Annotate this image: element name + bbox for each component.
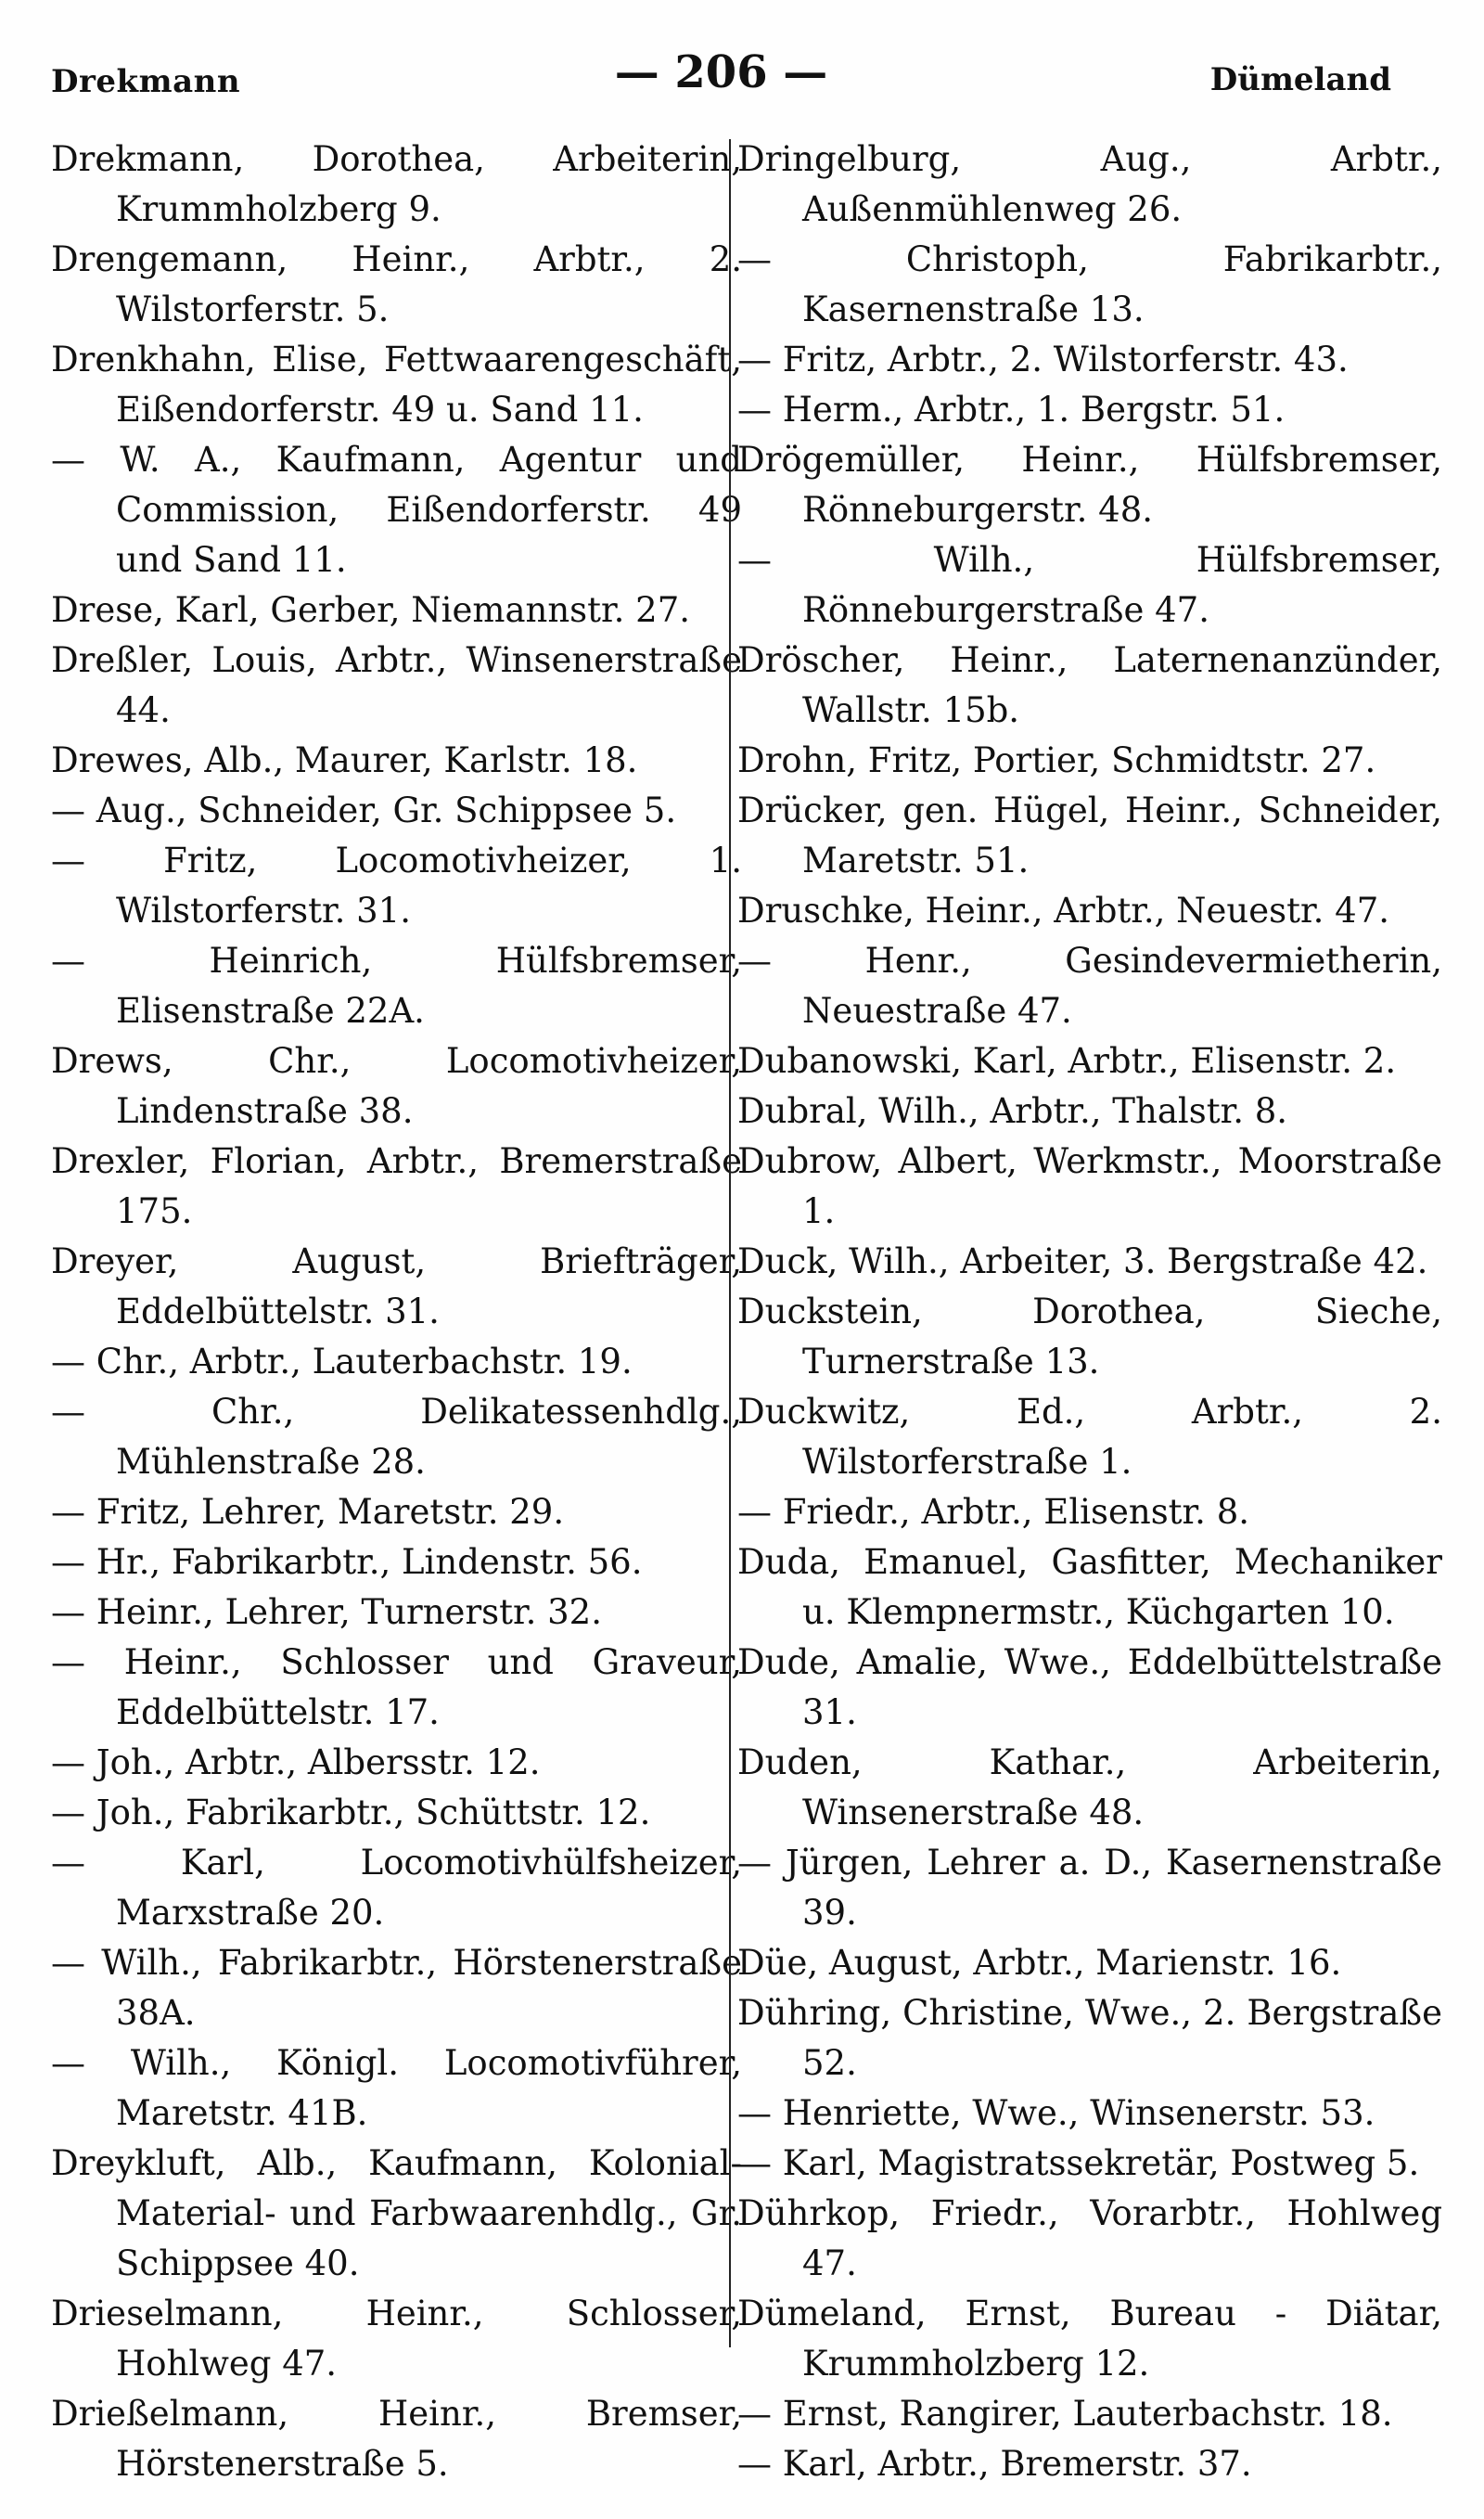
directory-entry: Dringelburg, Aug., Arbtr., Außenmühlenweg 26. (737, 139, 1442, 229)
directory-entry: Drießelmann, Heinr., Bremser, Hörstenerstraße 5. (51, 2394, 742, 2484)
directory-entry: — Chr., Arbtr., Lauterbachstr. 19. (51, 1342, 633, 1382)
directory-entry: — W. A., Kaufmann, Agentur und Commission, Eißendorferstr. 49 und Sand 11. (51, 440, 742, 580)
directory-entry: Dreykluft, Alb., Kaufmann, Kolonial- Material- und Farbwaarenhdlg., Gr. Schippsee 40. (51, 2143, 742, 2283)
directory-entry: — Ernst, Rangirer, Lauterbachstr. 18. (737, 2394, 1393, 2434)
directory-entry: Drewes, Alb., Maurer, Karlstr. 18. (51, 740, 638, 780)
directory-entry: — Joh., Arbtr., Albersstr. 12. (51, 1742, 541, 1782)
directory-entry: Drücker, gen. Hügel, Heinr., Schneider, Maretstr. 51. (737, 790, 1442, 880)
directory-entry: — Henr., Gesindevermietherin, Neuestraße 47. (737, 941, 1442, 1031)
directory-entry: Duden, Kathar., Arbeiterin, Winsenerstraße 48. (737, 1742, 1442, 1832)
directory-entry: Dubanowski, Karl, Arbtr., Elisenstr. 2. (737, 1041, 1397, 1081)
directory-entry: — Fritz, Lehrer, Maretstr. 29. (51, 1492, 565, 1532)
directory-entry: Drengemann, Heinr., Arbtr., 2. Wilstorferstr. 5. (51, 239, 742, 329)
directory-entry: Dreßler, Louis, Arbtr., Winsenerstraße 44. (51, 640, 742, 730)
directory-entry: — Christoph, Fabrikarbtr., Kasernenstraße 13. (737, 239, 1442, 329)
page-header (51, 46, 1391, 111)
directory-entry: — Joh., Fabrikarbtr., Schüttstr. 12. (51, 1793, 651, 1832)
directory-entry: — Fritz, Locomotivheizer, 1. Wilstorferstr. 31. (51, 841, 742, 931)
directory-entry: — Jürgen, Lehrer a. D., Kasernenstraße 39. (737, 1843, 1442, 1933)
directory-entry: — Hr., Fabrikarbtr., Lindenstr. 56. (51, 1542, 643, 1582)
directory-entry: — Heinr., Schlosser und Graveur, Eddelbüttelstr. 17. (51, 1642, 742, 1732)
directory-entry: Drews, Chr., Locomotivheizer, Lindenstraße 38. (51, 1041, 742, 1131)
directory-entry: — Karl, Locomotivhülfsheizer, Marxstraße 20. (51, 1843, 742, 1933)
directory-entry: — Heinrich, Hülfsbremser, Elisenstraße 22A. (51, 941, 742, 1031)
directory-entry: Dümeland, Ernst, Bureau - Diätar, Krummholzberg 12. (737, 2294, 1442, 2384)
left-column (51, 135, 742, 2489)
directory-entry: Drese, Karl, Gerber, Niemannstr. 27. (51, 590, 691, 630)
directory-entry: — Karl, Magistratssekretär, Postweg 5. (737, 2143, 1420, 2183)
directory-entry: Drekmann, Dorothea, Arbeiterin, Krummholzberg 9. (51, 139, 742, 229)
directory-entry: — Chr., Delikatessenhdlg., Mühlenstraße 28. (51, 1392, 742, 1482)
directory-entry: Duckwitz, Ed., Arbtr., 2. Wilstorferstraße 1. (737, 1392, 1442, 1482)
directory-entry: — Aug., Schneider, Gr. Schippsee 5. (51, 790, 677, 830)
directory-entry: Drieselmann, Heinr., Schlosser, Hohlweg 47. (51, 2294, 742, 2384)
right-column (737, 135, 1442, 2489)
directory-entry: — Fritz, Arbtr., 2. Wilstorferstr. 43. (737, 340, 1349, 379)
directory-entry: Dührkop, Friedr., Vorarbtr., Hohlweg 47. (737, 2193, 1442, 2283)
directory-entry: Drexler, Florian, Arbtr., Bremerstraße 175. (51, 1141, 742, 1231)
directory-entry: — Herm., Arbtr., 1. Bergstr. 51. (737, 390, 1286, 430)
directory-entry: Drögemüller, Heinr., Hülfsbremser, Rönneburgerstr. 48. (737, 440, 1442, 530)
directory-entry: Duda, Emanuel, Gasfitter, Mechaniker u. Klempnermstr., Küchgarten 10. (737, 1542, 1442, 1632)
directory-entry: Druschke, Heinr., Arbtr., Neuestr. 47. (737, 891, 1389, 931)
directory-entry: — Karl, Arbtr., Bremerstr. 37. (737, 2444, 1252, 2484)
directory-entry: — Friedr., Arbtr., Elisenstr. 8. (737, 1492, 1250, 1532)
directory-entry: Dubrow, Albert, Werkmstr., Moorstraße 1. (737, 1141, 1442, 1231)
directory-entry: Dude, Amalie, Wwe., Eddelbüttelstraße 31. (737, 1642, 1442, 1732)
directory-entry: Duck, Wilh., Arbeiter, 3. Bergstraße 42. (737, 1241, 1428, 1281)
directory-entry: — Wilh., Hülfsbremser, Rönneburgerstraße 47. (737, 540, 1442, 630)
directory-entry: — Henriette, Wwe., Winsenerstr. 53. (737, 2093, 1375, 2133)
header-left-keyword: Drekmann (51, 63, 241, 100)
column-divider (729, 139, 731, 2347)
directory-entry: — Heinr., Lehrer, Turnerstr. 32. (51, 1592, 602, 1632)
directory-entry: Dröscher, Heinr., Laternenanzünder, Wallstr. 15b. (737, 640, 1442, 730)
directory-entry: Drohn, Fritz, Portier, Schmidtstr. 27. (737, 740, 1376, 780)
directory-entry: — Wilh., Königl. Locomotivführer, Maretstr. 41B. (51, 2043, 742, 2133)
directory-entry: Drenkhahn, Elise, Fettwaarengeschäft, Eißendorferstr. 49 u. Sand 11. (51, 340, 742, 430)
directory-entry: Dühring, Christine, Wwe., 2. Bergstraße 52. (737, 1993, 1442, 2083)
directory-entry: Dubral, Wilh., Arbtr., Thalstr. 8. (737, 1091, 1288, 1131)
directory-entry: Düe, August, Arbtr., Marienstr. 16. (737, 1943, 1342, 1983)
header-right-keyword: Dümeland (1209, 61, 1391, 98)
page-number: — 206 — (614, 46, 828, 98)
directory-entry: Duckstein, Dorothea, Sieche, Turnerstraße 13. (737, 1292, 1442, 1382)
directory-entry: — Wilh., Fabrikarbtr., Hörstenerstraße 38A. (51, 1943, 742, 2033)
directory-entry: Dreyer, August, Briefträger, Eddelbüttelstr. 31. (51, 1241, 742, 1331)
